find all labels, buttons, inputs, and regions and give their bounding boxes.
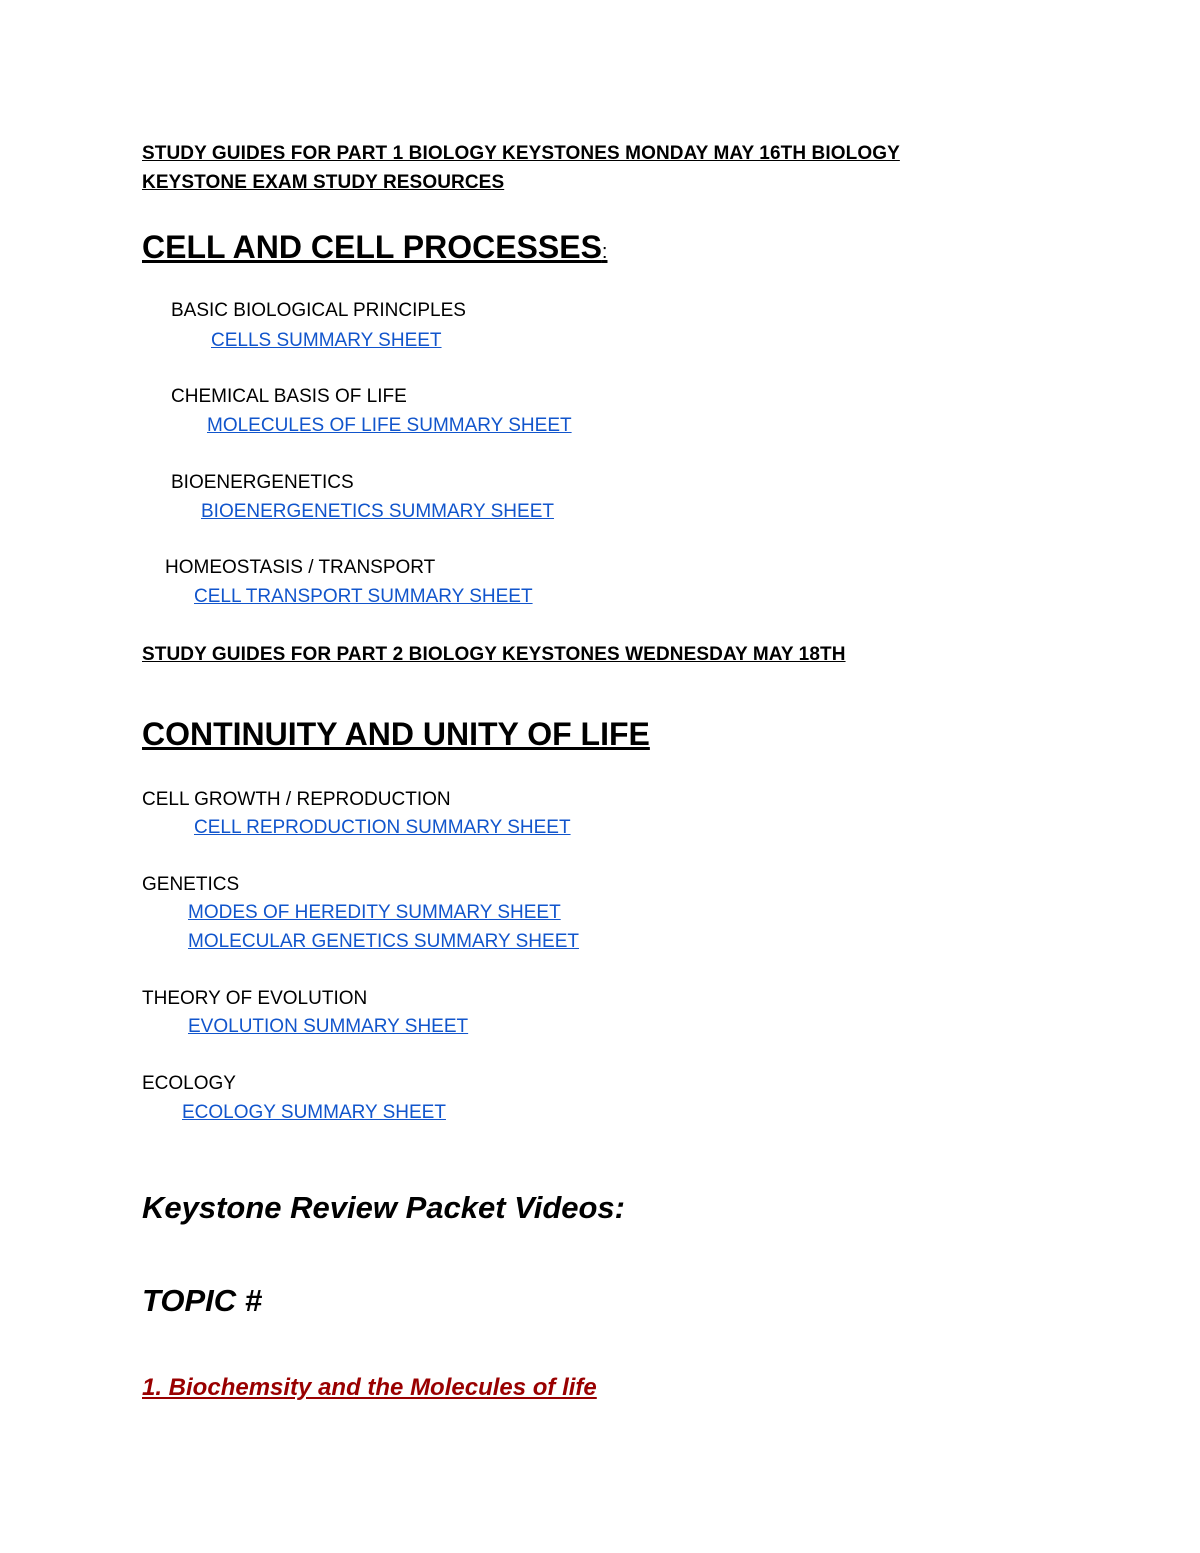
link-bioenergenetics-summary-sheet[interactable]: BIOENERGENETICS SUMMARY SHEET xyxy=(201,501,554,522)
link-evolution-summary-sheet[interactable]: EVOLUTION SUMMARY SHEET xyxy=(188,1016,469,1037)
link-biochemistry-molecules-of-life[interactable]: 1. Biochemsity and the Molecules of life xyxy=(142,1374,597,1401)
topic-chemical-basis-of-life: CHEMICAL BASIS OF LIFE xyxy=(171,386,407,407)
topic-genetics: GENETICS xyxy=(142,874,240,895)
topic-homeostasis-transport: HOMEOSTASIS / TRANSPORT xyxy=(165,557,436,578)
cell-processes-colon: : xyxy=(601,241,608,263)
link-cell-transport-summary-sheet[interactable]: CELL TRANSPORT SUMMARY SHEET xyxy=(194,586,533,607)
part1-heading-line1: STUDY GUIDES FOR PART 1 BIOLOGY KEYSTONES MONDAY MAY 16TH BIOLOGY xyxy=(142,143,900,164)
topic-cell-growth-reproduction: CELL GROWTH / REPRODUCTION xyxy=(142,789,451,810)
part1-heading-line2: KEYSTONE EXAM STUDY RESOURCES xyxy=(142,172,505,193)
keystone-review-videos-heading: Keystone Review Packet Videos: xyxy=(142,1190,625,1225)
part2-heading: STUDY GUIDES FOR PART 2 BIOLOGY KEYSTONES WEDNESDAY MAY 18TH xyxy=(142,644,846,665)
continuity-heading: CONTINUITY AND UNITY OF LIFE xyxy=(142,716,650,752)
link-modes-of-heredity-summary-sheet[interactable]: MODES OF HEREDITY SUMMARY SHEET xyxy=(188,902,561,923)
topic-bioenergenetics: BIOENERGENETICS xyxy=(171,472,354,493)
topic-ecology: ECOLOGY xyxy=(142,1073,236,1094)
topic-theory-of-evolution: THEORY OF EVOLUTION xyxy=(142,988,368,1009)
topic-basic-biological-principles: BASIC BIOLOGICAL PRINCIPLES xyxy=(171,300,466,321)
link-molecular-genetics-summary-sheet[interactable]: MOLECULAR GENETICS SUMMARY SHEET xyxy=(188,931,579,952)
cell-processes-title: CELL AND CELL PROCESSES xyxy=(142,229,602,265)
link-molecules-of-life-summary-sheet[interactable]: MOLECULES OF LIFE SUMMARY SHEET xyxy=(207,415,572,436)
cell-processes-heading xyxy=(142,227,607,272)
link-ecology-summary-sheet[interactable]: ECOLOGY SUMMARY SHEET xyxy=(182,1102,446,1123)
link-cell-reproduction-summary-sheet[interactable]: CELL REPRODUCTION SUMMARY SHEET xyxy=(194,817,571,838)
topic-number-heading: TOPIC # xyxy=(142,1283,263,1318)
link-cells-summary-sheet[interactable]: CELLS SUMMARY SHEET xyxy=(211,330,442,351)
